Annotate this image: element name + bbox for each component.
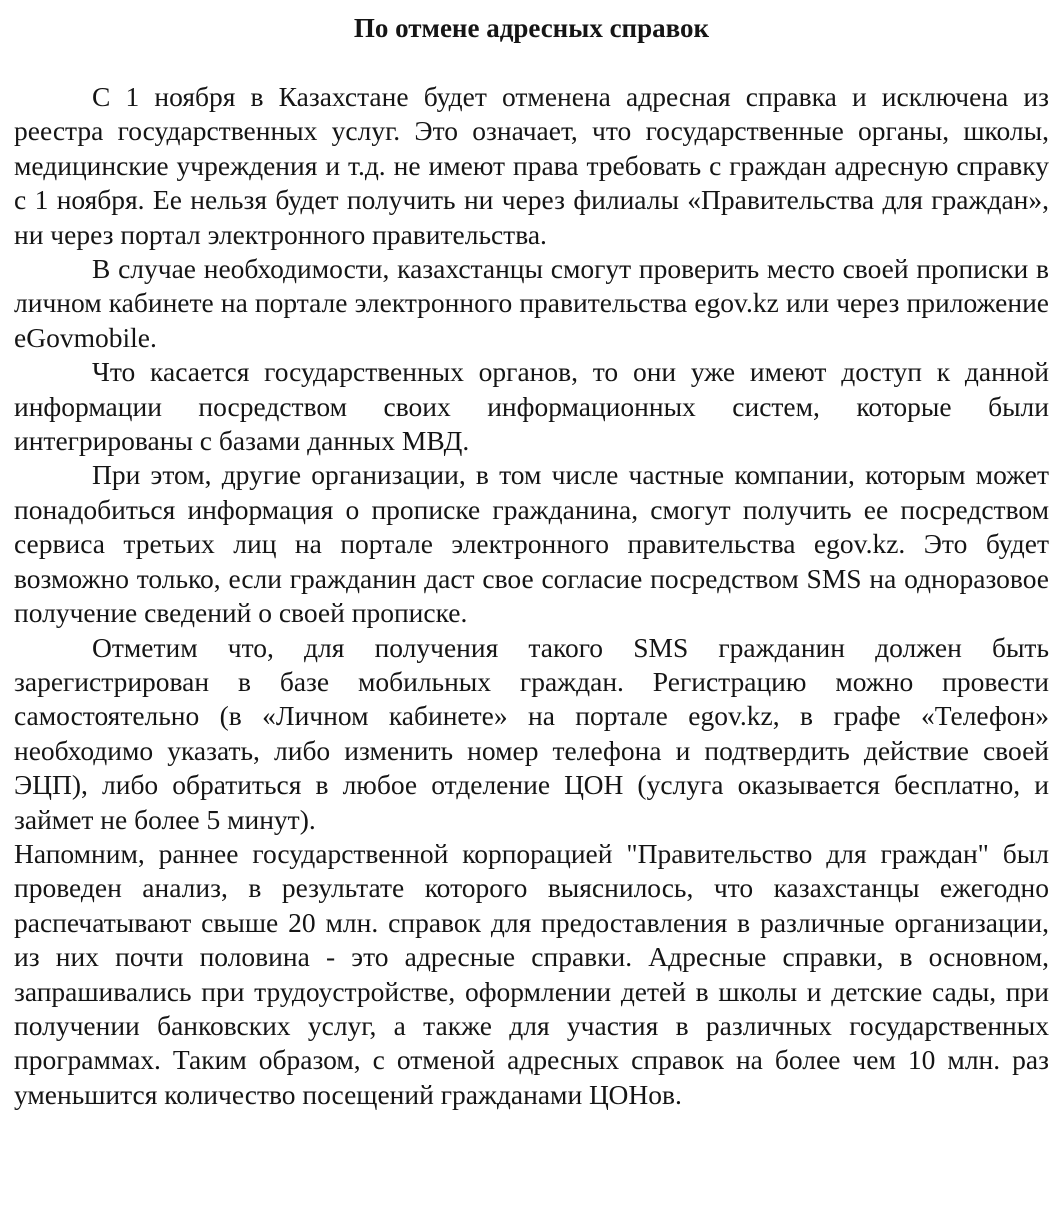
paragraph-sms-registration: Отметим что, для получения такого SMS гражданин должен быть зарегистрирован в базе мобильных граждан. Регистрацию можно провести самостоятельно (в «Личном кабинете» на портале egov.kz, в графе «Телефон» необходимо указать, либо изменить номер телефона и подтвердить действие своей ЭЦП), либо обратиться в любое отделение ЦОН (услуга оказывается бесплатно, и займет не более 5 минут). — [14, 631, 1049, 835]
paragraph-personal-cabinet: В случае необходимости, казахстанцы смогут проверить место своей прописки в личном кабинете на портале электронного правительства egov.kz или через приложение eGovmobile. — [14, 253, 1049, 353]
paragraph-third-party-service: При этом, другие организации, в том числе частные компании, которым может понадобиться информация о прописке гражданина, смогут получить ее посредством сервиса третьих лиц на портале электронного правительства egov.kz. Это будет возможно только, если гражданин даст свое согласие посредством SMS на одноразовое получение сведений о своей прописке. — [14, 459, 1049, 629]
paragraph-government-access: Что касается государственных органов, то они уже имеют доступ к данной информации посредством своих информационных систем, которые были интегрированы с базами данных МВД. — [14, 356, 1049, 457]
document-title: По отмене адресных справок — [353, 13, 710, 43]
paragraph-cancellation: С 1 ноября в Казахстане будет отменена адресная справка и исключена из реестра государственных услуг. Это означает, что государственные органы, школы, медицинские учреждения и т.д. не имеют права требовать с граждан адресную справку с 1 ноября. Ее нельзя будет получить ни через филиалы «Правительства для граждан», ни через портал электронного правительства. — [14, 81, 1049, 250]
paragraph-analysis: Напомним, раннее государственной корпорацией "Правительство для граждан" был проведен анализ, в результате которого выяснилось, что казахстанцы ежегодно распечатывают свыше 20 млн. справок для предоставления в различные организации, из них почти половина - это адресные справки. Адресные справки, в основном, запрашивались при трудоустройстве, оформлении детей в школы и детские сады, при получении банковских услуг, а также для участия в различных государственных программах. Таким образом, с отменой адресных справок на более чем 10 млн. раз уменьшится количество посещений гражданами ЦОНов. — [14, 837, 1049, 1110]
